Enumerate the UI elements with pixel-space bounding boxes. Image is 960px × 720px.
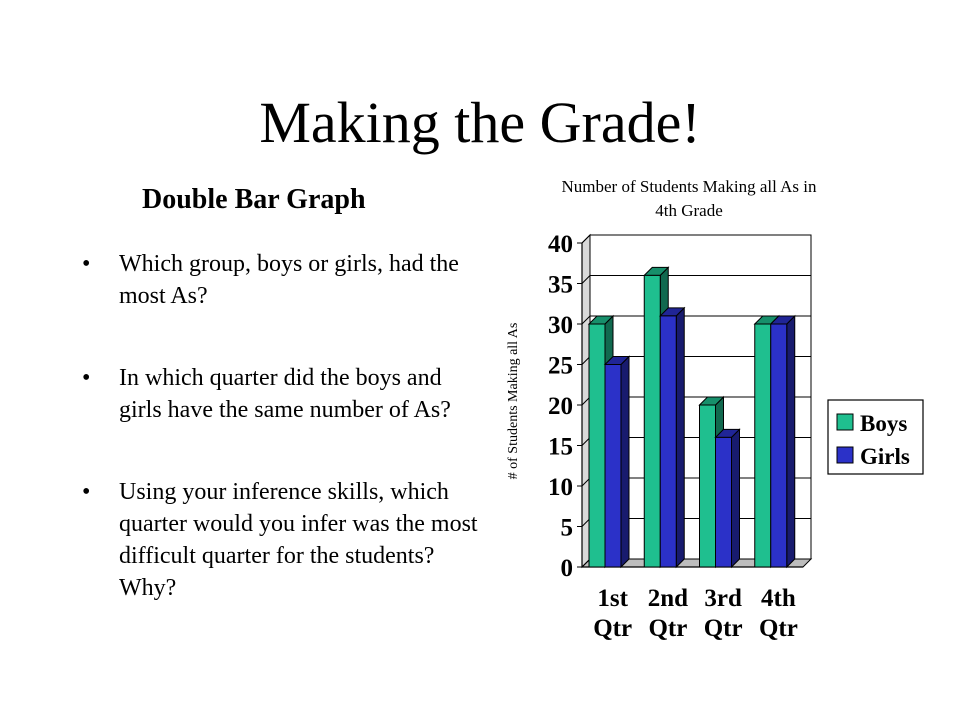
y-tick-label: 25	[548, 352, 573, 380]
x-tick-label: 3rd	[704, 585, 742, 612]
x-tick-label: 4th	[761, 585, 796, 612]
x-tick-label: Qtr	[648, 615, 688, 642]
bar-front	[660, 316, 676, 567]
x-tick-label: Qtr	[758, 615, 798, 642]
bar-side	[676, 308, 684, 567]
slide-title: Making the Grade!	[259, 90, 701, 155]
question-2: • In which quarter did the boys and girls have the same number of As?	[80, 362, 480, 426]
question-3: • Using your inference skills, which quarter would you infer was the most difficult quarter for the students? Why?	[80, 476, 480, 604]
y-tick-label: 35	[548, 271, 573, 299]
bar-front	[771, 324, 787, 567]
y-tick-label: 15	[548, 433, 573, 461]
bar-side	[787, 316, 795, 567]
legend-label-girls: Girls	[860, 444, 910, 469]
x-tick-label: Qtr	[593, 615, 633, 642]
chart-title-line: 4th Grade	[655, 201, 723, 220]
y-tick-label: 10	[548, 474, 573, 501]
legend-swatch-boys	[837, 414, 853, 430]
bar-front	[716, 437, 732, 567]
bar-front	[644, 275, 660, 567]
slide-subtitle: Double Bar Graph	[142, 184, 366, 215]
y-tick-label: 30	[548, 312, 573, 339]
y-tick-label: 20	[548, 393, 573, 420]
bar-front	[700, 405, 716, 567]
y-tick-label: 5	[560, 514, 573, 542]
bar-side	[621, 357, 629, 568]
bar-front	[589, 324, 605, 567]
y-axis-label: # of Students Making all As	[506, 322, 521, 480]
bar-girls	[771, 316, 795, 567]
bar-girls	[605, 357, 629, 568]
y-tick-label: 0	[560, 555, 573, 582]
question-1: • Which group, boys or girls, had the most As?	[80, 248, 480, 312]
bar-girls	[716, 429, 740, 567]
chart-title-line: Number of Students Making all As in	[561, 177, 817, 196]
x-tick-label: 1st	[597, 585, 628, 612]
bar-girls	[660, 308, 684, 567]
legend-swatch-girls	[837, 447, 853, 463]
x-tick-label: 2nd	[647, 585, 689, 612]
legend-label-boys: Boys	[860, 411, 908, 436]
x-tick-label: Qtr	[703, 615, 743, 642]
bar-side	[732, 429, 740, 567]
bar-front	[605, 365, 621, 568]
y-tick-label: 40	[548, 231, 573, 258]
bar-front	[755, 324, 771, 567]
